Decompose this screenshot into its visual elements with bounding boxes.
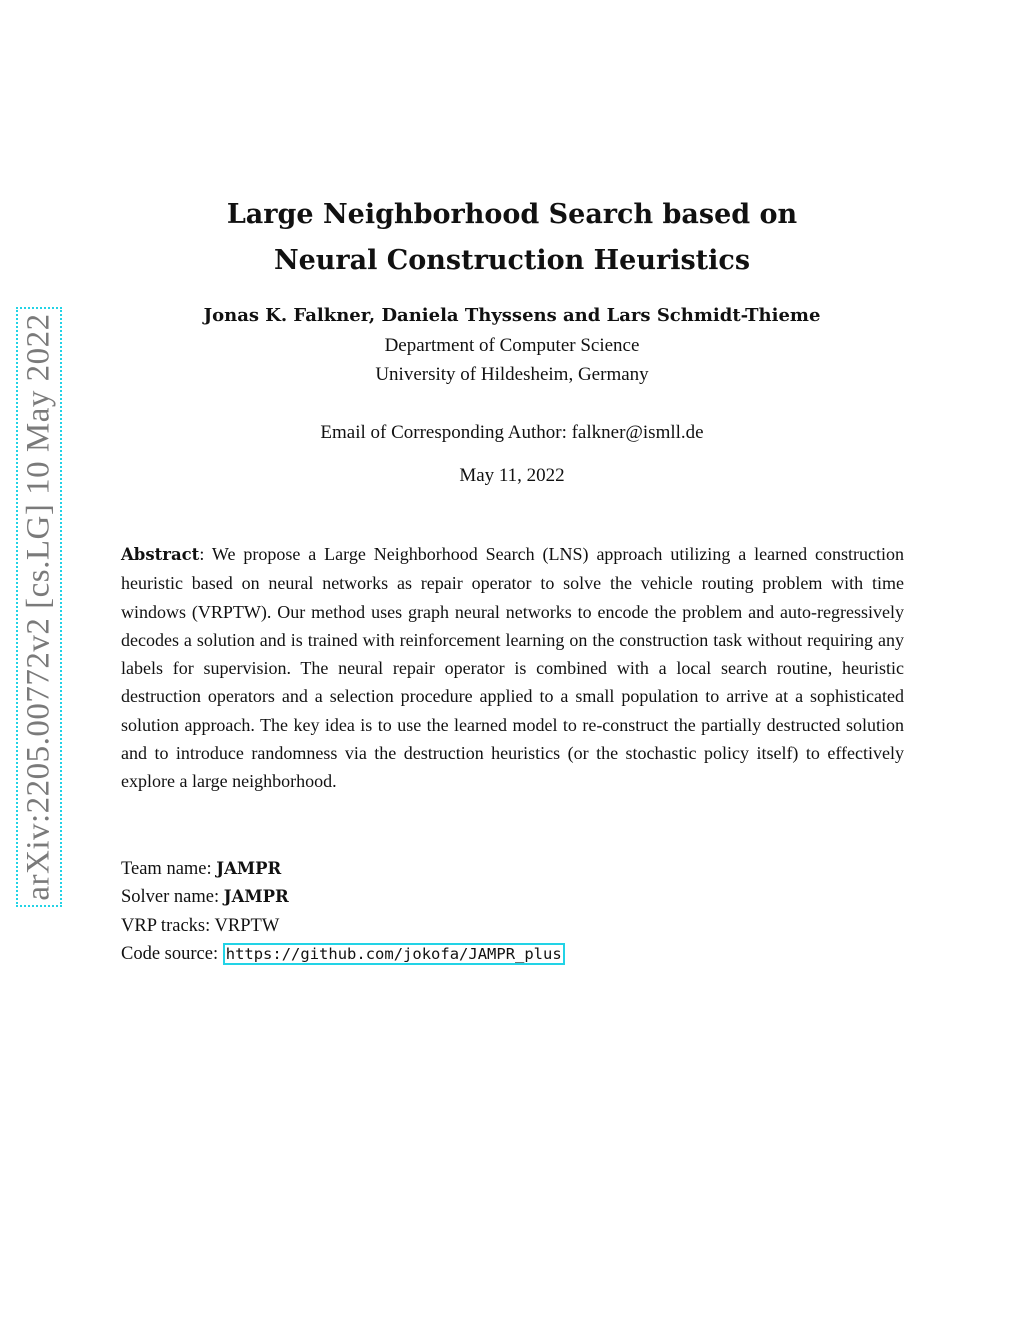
abstract-label: Abstract [121, 545, 200, 564]
abstract-text: : We propose a Large Neighborhood Search (LNS) approach utilizing a learned construction heuristic based on neural networks as repair operator to solve the vehicle routing problem with time windows (VRPTW). Our method uses graph neural networks to encode the problem and auto-regressively decodes a solution and is trained with reinforcement learning on the construction task without requiring any labels for supervision. The neural repair operator is combined with a local search routine, heuristic destruction operators and a selection procedure applied to a small population to arrive at a sophisticated solution approach. The key idea is to use the learned model to re-construct the partially destructed solution and to introduce randomness via the destruction heuristics (or the stochastic policy itself) to effectively explore a large neighborhood. [121, 544, 904, 792]
solver-name-label: Solver name: [121, 887, 224, 908]
corresponding-email: Email of Corresponding Author: falkner@ismll.de [320, 422, 704, 443]
paper-title [0, 192, 1024, 284]
abstract [121, 540, 904, 796]
paper-date: May 11, 2022 [459, 465, 565, 486]
university: University of Hildesheim, Germany [375, 364, 649, 385]
code-source-label: Code source: [121, 943, 223, 964]
arxiv-stamp[interactable] [16, 307, 62, 907]
vrp-tracks-label: VRP tracks: [121, 915, 215, 936]
team-name-label: Team name: [121, 859, 217, 879]
title-line-2: Neural Construction Heuristics [273, 245, 751, 276]
vrp-tracks-value: VRPTW [214, 915, 280, 936]
solver-name-row [121, 883, 565, 911]
team-name-value: JAMPR [216, 859, 282, 878]
submission-info [121, 855, 565, 968]
team-name-row [121, 855, 565, 883]
code-source-link[interactable]: https://github.com/jokofa/JAMPR_plus [223, 943, 565, 965]
author-list: Jonas K. Falkner, Daniela Thyssens and Lars Schmidt-Thieme [203, 305, 821, 326]
arxiv-identifier: arXiv:2205.00772v2 [cs.LG] 10 May 2022 [20, 313, 57, 901]
code-source-row [121, 940, 565, 968]
title-line-1: Large Neighborhood Search based on [226, 199, 798, 230]
vrp-tracks-row [121, 912, 565, 940]
solver-name-value: JAMPR [223, 887, 289, 907]
department: Department of Computer Science [384, 335, 640, 356]
